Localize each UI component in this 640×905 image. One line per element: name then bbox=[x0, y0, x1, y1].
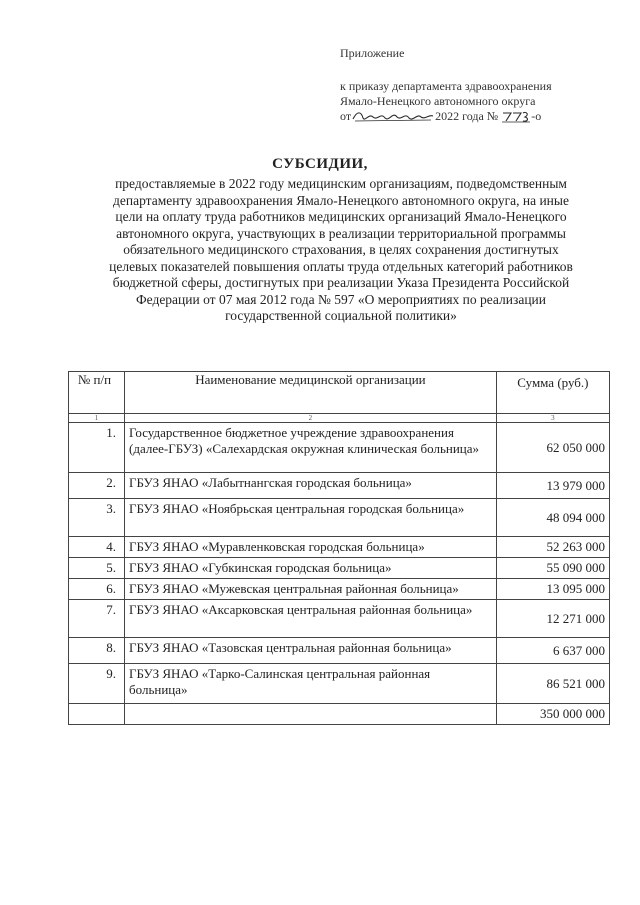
row-num: 3. bbox=[69, 499, 125, 537]
row-sum: 52 263 000 bbox=[496, 537, 609, 558]
row-name: ГБУЗ ЯНАО «Аксарковская центральная районная больница» bbox=[125, 600, 497, 638]
table-row bbox=[69, 579, 610, 600]
index-cell: 3 bbox=[496, 414, 609, 423]
subsidies-table bbox=[68, 371, 610, 725]
table-row bbox=[69, 638, 610, 664]
table-row bbox=[69, 600, 610, 638]
appendix-line-2: Ямало-Ненецкого автономного округа bbox=[340, 94, 536, 108]
row-num: 8. bbox=[69, 638, 125, 664]
table-row bbox=[69, 473, 610, 499]
row-sum: 62 050 000 bbox=[496, 423, 609, 473]
row-name: ГБУЗ ЯНАО «Губкинская городская больница» bbox=[125, 558, 497, 579]
table-header-row bbox=[69, 372, 610, 414]
subtitle-line: предоставляемые в 2022 году медицинским организациям, подведомственным bbox=[115, 176, 567, 191]
row-num: 6. bbox=[69, 579, 125, 600]
handwritten-date-signature bbox=[351, 109, 435, 123]
row-sum: 86 521 000 bbox=[496, 664, 609, 704]
appendix-line-1: к приказу департамента здравоохранения bbox=[340, 79, 552, 93]
total-empty-num bbox=[69, 704, 125, 725]
row-num: 4. bbox=[69, 537, 125, 558]
header-num: № п/п bbox=[69, 372, 125, 414]
table-row bbox=[69, 537, 610, 558]
row-sum: 13 095 000 bbox=[496, 579, 609, 600]
row-sum: 13 979 000 bbox=[496, 473, 609, 499]
appendix-prefix: от bbox=[340, 109, 352, 123]
table-row bbox=[69, 558, 610, 579]
table-total-row bbox=[69, 704, 610, 725]
appendix-suffix: -о bbox=[531, 109, 542, 123]
row-name: Государственное бюджетное учреждение здравоохранения (далее-ГБУЗ) «Салехардская окружная клиническая больница» bbox=[125, 423, 497, 473]
subtitle-line: целевых показателей повышения оплаты труда отдельных категорий работников bbox=[109, 258, 573, 274]
row-name: ГБУЗ ЯНАО «Мужевская центральная районная больница» bbox=[125, 579, 497, 600]
row-num: 1. bbox=[69, 423, 125, 473]
handwritten-number-signature bbox=[501, 109, 531, 123]
header-name: Наименование медицинской организации bbox=[125, 372, 497, 414]
row-name: ГБУЗ ЯНАО «Тазовская центральная районная больница» bbox=[125, 638, 497, 664]
row-name: ГБУЗ ЯНАО «Лабытнангская городская больница» bbox=[125, 473, 497, 499]
appendix-block bbox=[340, 46, 610, 124]
index-cell: 2 bbox=[125, 414, 497, 423]
total-sum: 350 000 000 bbox=[496, 704, 609, 725]
subtitle-line: цели на оплату труда работников медицинских организаций Ямало-Ненецкого bbox=[115, 209, 567, 224]
appendix-title: Приложение bbox=[340, 46, 405, 60]
header-sum: Сумма (руб.) bbox=[496, 372, 609, 414]
subtitle-line: бюджетной сферы, достигнутых при реализации Указа Президента Российской bbox=[112, 275, 570, 290]
row-sum: 55 090 000 bbox=[496, 558, 609, 579]
subtitle-line: департаменту здравоохранения Ямало-Ненецкого автономного округа, на иные bbox=[113, 192, 569, 208]
table-row bbox=[69, 423, 610, 473]
subtitle-line: государственной социальной политики» bbox=[225, 308, 457, 323]
row-num: 9. bbox=[69, 664, 125, 704]
row-num: 7. bbox=[69, 600, 125, 638]
row-name: ГБУЗ ЯНАО «Ноябрьская центральная городская больница» bbox=[125, 499, 497, 537]
row-num: 2. bbox=[69, 473, 125, 499]
total-empty-name bbox=[125, 704, 497, 725]
document-subtitle bbox=[78, 176, 604, 325]
appendix-date-line bbox=[340, 109, 610, 124]
index-cell: 1 bbox=[69, 414, 125, 423]
row-name: ГБУЗ ЯНАО «Муравленковская городская больница» bbox=[125, 537, 497, 558]
subtitle-line: Федерации от 07 мая 2012 года № 597 «О мероприятиях по реализации bbox=[135, 291, 547, 307]
table-index-row bbox=[69, 414, 610, 423]
row-num: 5. bbox=[69, 558, 125, 579]
row-sum: 12 271 000 bbox=[496, 600, 609, 638]
row-sum: 48 094 000 bbox=[496, 499, 609, 537]
table-row bbox=[69, 499, 610, 537]
row-sum: 6 637 000 bbox=[496, 638, 609, 664]
appendix-year-text: 2022 года № bbox=[435, 109, 499, 123]
document-heading: СУБСИДИИ, bbox=[272, 156, 368, 172]
row-name: ГБУЗ ЯНАО «Тарко-Салинская центральная районная больница» bbox=[125, 664, 497, 704]
table-row bbox=[69, 664, 610, 704]
subtitle-line: автономного округа, участвующих в реализации территориальной программы bbox=[116, 225, 566, 241]
subtitle-line: обязательного медицинского страхования, в целях сохранения достигнутых bbox=[123, 242, 559, 257]
